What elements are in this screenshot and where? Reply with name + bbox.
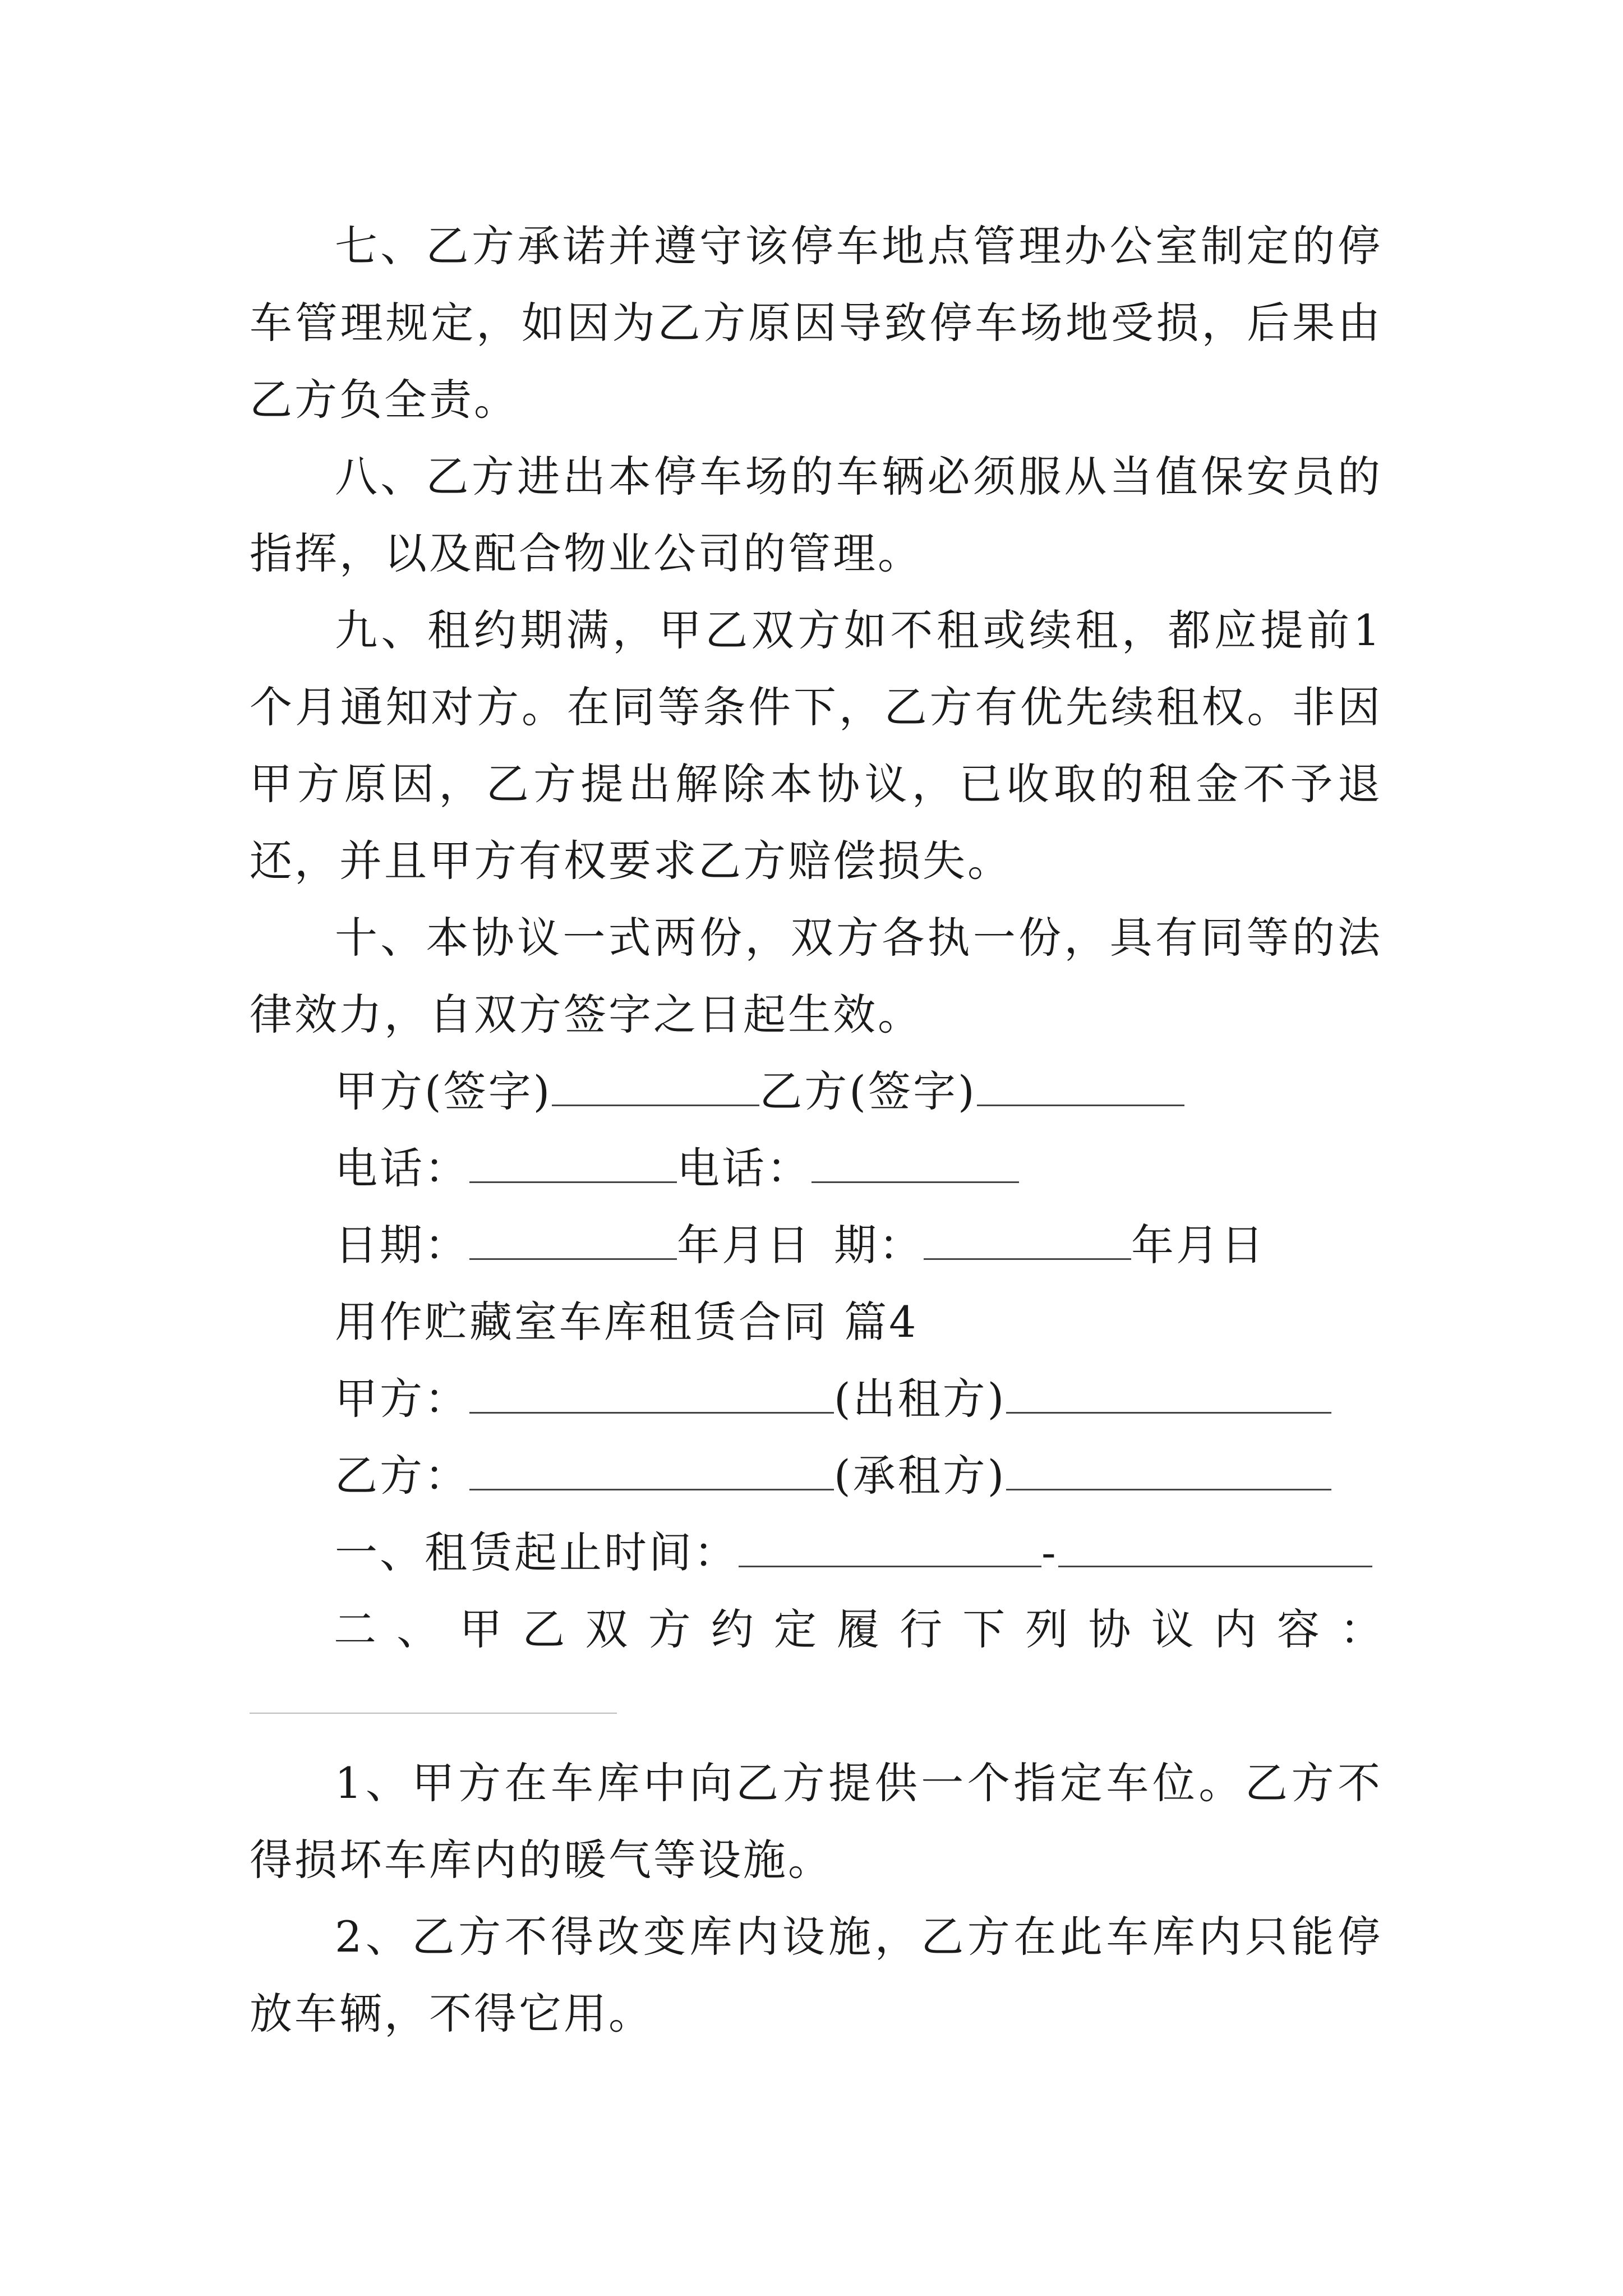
section-title: 用作贮藏室车库租赁合同 篇4 [335, 1297, 919, 1347]
lease-end-blank [1058, 1526, 1372, 1567]
party-a-role: (出租方) [834, 1374, 1007, 1424]
date-a-blank [469, 1219, 677, 1260]
signature-line [335, 1053, 1184, 1130]
party-a-sign-blank [552, 1065, 759, 1106]
clause-eight: 八、乙方进出本停车场的车辆必须服从当值保安员的指挥，以及配合物业公司的管理。 [250, 452, 1382, 578]
phone-b-label: 电话： [677, 1143, 811, 1193]
date-a-suffix: 年月日 [677, 1220, 811, 1270]
clause-seven: 七、乙方承诺并遵守该停车地点管理办公室制定的停车管理规定，如因为乙方原因导致停车场地受损，后果由乙方负全责。 [250, 221, 1382, 425]
party-a-line [335, 1360, 1331, 1437]
party-b-blank [469, 1450, 834, 1490]
item-one: 1、甲方在车库中向乙方提供一个指定车位。乙方不得损坏车库内的暖气等设施。 [250, 1758, 1382, 1885]
party-b-sign-label: 乙方(签字) [759, 1066, 977, 1116]
lease-start-blank [739, 1526, 1041, 1567]
divider-rule [250, 1713, 617, 1714]
date-line [335, 1207, 1266, 1283]
phone-line [335, 1130, 1019, 1207]
clause-two-heading: 二、甲乙双方约定履行下列协议内容： [334, 1604, 1382, 1654]
party-a-blank [469, 1373, 834, 1414]
party-a-sign-label: 甲方(签字) [335, 1066, 552, 1116]
party-b-role-blank [1006, 1450, 1331, 1490]
lease-term-line [335, 1514, 1372, 1591]
party-b-line [335, 1437, 1331, 1514]
phone-b-blank [811, 1142, 1019, 1183]
lease-term-separator: - [1041, 1527, 1058, 1577]
date-a-label: 日期： [335, 1220, 469, 1270]
party-a-label: 甲方： [335, 1374, 469, 1424]
clause-nine: 九、租约期满，甲乙双方如不租或续租，都应提前1个月通知对方。在同等条件下，乙方有优先续租权。非因甲方原因，乙方提出解除本协议，已收取的租金不予退还，并且甲方有权要求乙方赔偿损失。 [250, 605, 1382, 886]
party-a-role-blank [1006, 1373, 1331, 1414]
party-b-label: 乙方： [335, 1451, 469, 1501]
item-two: 2、乙方不得改变库内设施，乙方在此车库内只能停放车辆，不得它用。 [250, 1912, 1382, 2039]
phone-a-label: 电话： [335, 1143, 469, 1193]
date-b-blank [924, 1219, 1131, 1260]
lease-term-label: 一、租赁起止时间： [335, 1527, 739, 1577]
date-b-label: 期： [834, 1220, 924, 1270]
clause-ten: 十、本协议一式两份，双方各执一份，具有同等的法律效力，自双方签字之日起生效。 [250, 913, 1382, 1039]
phone-a-blank [469, 1142, 677, 1183]
party-b-role: (承租方) [834, 1451, 1007, 1501]
date-b-suffix: 年月日 [1131, 1220, 1266, 1270]
party-b-sign-blank [977, 1065, 1184, 1106]
